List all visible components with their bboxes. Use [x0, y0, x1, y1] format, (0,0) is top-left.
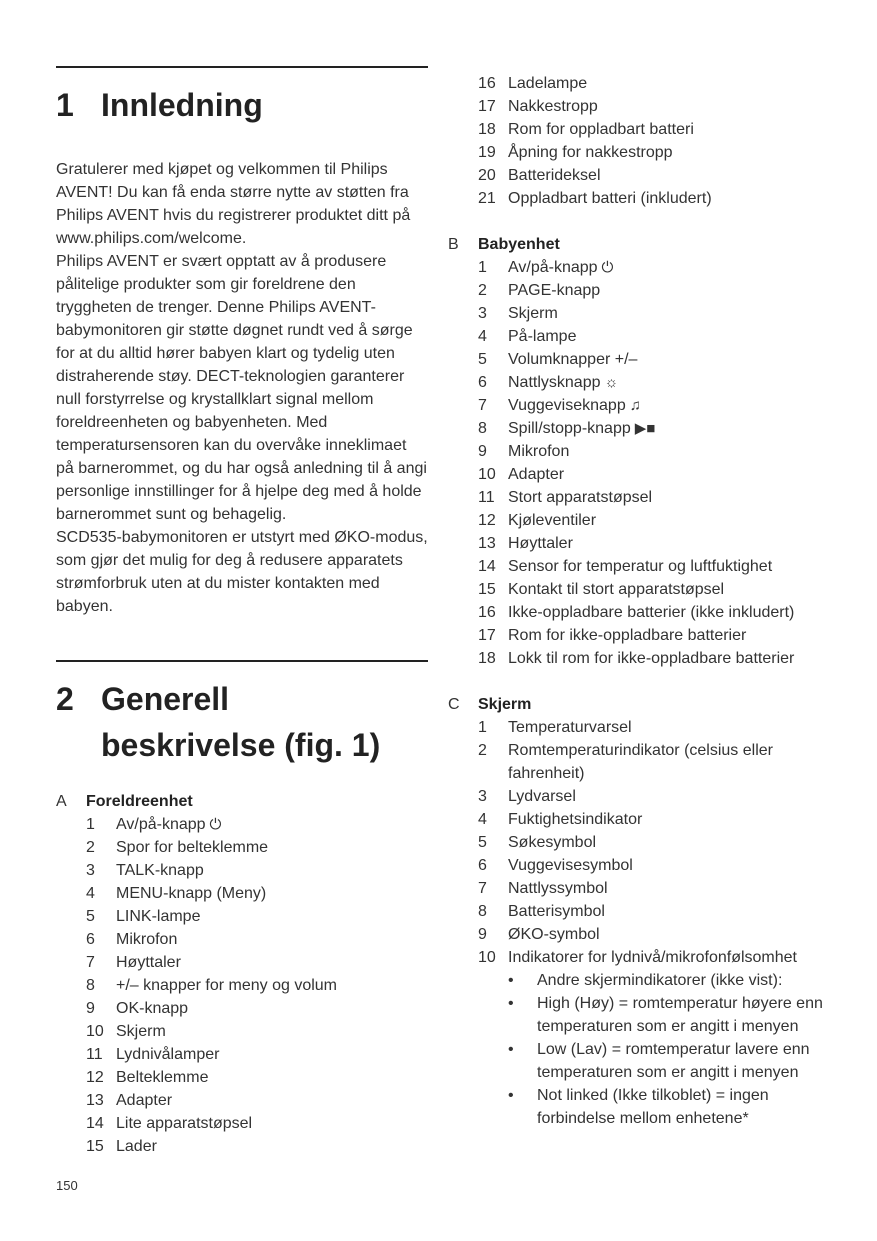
list-item	[448, 946, 848, 969]
list-item	[56, 882, 428, 905]
item-text	[508, 95, 848, 118]
item-label: Fuktighetsindikator	[508, 811, 643, 828]
item-label: +/– knapper for meny og volum	[116, 977, 338, 994]
item-text	[116, 1089, 428, 1112]
list-item	[56, 836, 428, 859]
item-text	[508, 877, 848, 900]
item-label: Vuggevisesymbol	[508, 857, 633, 874]
list-item	[448, 739, 848, 785]
list-item	[448, 256, 848, 279]
group-c-header	[448, 693, 848, 716]
item-text	[508, 785, 848, 808]
group-a-list-continued	[448, 72, 848, 210]
intro-paragraph-3: SCD535-babymonitoren er utstyrt med ØKO-modus, som gjør det mulig for deg å redusere apparatets strømforbruk uten at du mister kontakten med babyen.	[56, 529, 428, 615]
item-number: 15	[478, 581, 496, 598]
item-label: Kjøleventiler	[508, 512, 597, 529]
item-label: Lydnivålamper	[116, 1046, 220, 1063]
page-number: 150	[56, 1178, 78, 1193]
item-number: 3	[478, 305, 487, 322]
item-label: Romtemperaturindikator (celsius eller fahrenheit)	[508, 742, 773, 782]
item-label: Skjerm	[116, 1023, 166, 1040]
list-item	[448, 164, 848, 187]
list-item	[448, 923, 848, 946]
group-b	[448, 233, 848, 670]
item-label: Kontakt til stort apparatstøpsel	[508, 581, 725, 598]
bullet-text: Andre skjermindikatorer (ikke vist):	[537, 972, 783, 989]
list-item	[448, 877, 848, 900]
list-item	[448, 601, 848, 624]
group-a-title: Foreldreenhet	[86, 793, 193, 810]
item-number: 14	[86, 1115, 104, 1132]
list-item	[448, 302, 848, 325]
list-item	[56, 859, 428, 882]
group-c-list	[448, 716, 848, 969]
group-c	[448, 693, 848, 1130]
item-label: Batterisymbol	[508, 903, 605, 920]
group-c-bullets	[448, 969, 848, 1130]
intro-paragraph-2: Philips AVENT er svært opptatt av å produsere pålitelige produkter som gir foreldrene den tryggheten de trenger. Denne Philips AVENT-babymonitoren gir støtte døgnet rundt ved å sørge for at du alltid hører babyen klart og tydelig uten distraherende støy. DECT-teknologien garanterer null forstyrrelse og krystallklart signal mellom foreldreenheten og babyenheten. Med temperatursensoren kan du overvåke inneklimaet på barnerommet, og du har også anledning til å angi personlige innstillinger for å hjelpe deg med å holde barnerommet sunt og behagelig.	[56, 253, 427, 523]
item-text	[508, 141, 848, 164]
item-label: Temperaturvarsel	[508, 719, 632, 736]
item-number: 6	[86, 931, 95, 948]
item-text	[508, 716, 848, 739]
item-label: Adapter	[508, 466, 565, 483]
item-number: 2	[86, 839, 95, 856]
list-item	[448, 532, 848, 555]
group-b-header	[448, 233, 848, 256]
item-number: 9	[478, 926, 487, 943]
item-number: 11	[478, 489, 495, 506]
item-number: 17	[478, 627, 496, 644]
item-number: 8	[86, 977, 95, 994]
list-item	[56, 1112, 428, 1135]
list-item	[448, 624, 848, 647]
list-item	[448, 279, 848, 302]
item-number: 19	[478, 144, 496, 161]
power-icon: ⏻	[209, 816, 222, 833]
item-number: 6	[478, 857, 487, 874]
item-text	[508, 647, 848, 670]
item-label: Høyttaler	[116, 954, 181, 971]
item-number: 2	[478, 282, 487, 299]
group-a-list	[56, 813, 428, 1158]
item-text	[508, 532, 848, 555]
list-item	[448, 325, 848, 348]
item-text	[116, 859, 428, 882]
bullet-icon: •	[508, 1041, 514, 1058]
item-text	[508, 946, 848, 969]
section-2-number: 2	[56, 681, 74, 717]
list-item	[448, 394, 848, 417]
item-label: Lokk til rom for ikke-oppladbare batterier	[508, 650, 795, 667]
item-number: 13	[478, 535, 496, 552]
item-text	[508, 279, 848, 302]
list-item	[448, 716, 848, 739]
item-number: 20	[478, 167, 496, 184]
list-item	[448, 808, 848, 831]
list-item	[448, 555, 848, 578]
item-number: 5	[478, 351, 487, 368]
item-number: 10	[86, 1023, 104, 1040]
list-item	[56, 928, 428, 951]
list-item	[448, 141, 848, 164]
left-column	[56, 66, 428, 1158]
item-number: 7	[478, 397, 487, 414]
list-item	[448, 417, 848, 440]
item-text	[508, 923, 848, 946]
item-label: Nattlyssymbol	[508, 880, 608, 897]
list-item	[448, 72, 848, 95]
item-number: 15	[86, 1138, 104, 1155]
item-text	[508, 118, 848, 141]
list-item	[56, 1135, 428, 1158]
list-item	[448, 831, 848, 854]
item-text	[508, 164, 848, 187]
item-number: 12	[86, 1069, 104, 1086]
item-text	[508, 854, 848, 877]
item-label: Vuggeviseknapp	[508, 397, 626, 414]
item-text	[508, 348, 848, 371]
list-item	[448, 187, 848, 210]
item-number: 1	[478, 259, 487, 276]
item-number: 18	[478, 121, 496, 138]
item-text	[508, 325, 848, 348]
item-text	[116, 905, 428, 928]
group-a	[56, 790, 428, 1158]
item-text	[508, 394, 848, 417]
list-item	[56, 1043, 428, 1066]
item-label: Av/på-knapp	[508, 259, 598, 276]
list-item	[56, 997, 428, 1020]
item-text	[116, 1043, 428, 1066]
item-text	[508, 486, 848, 509]
list-item	[56, 1020, 428, 1043]
item-label: Adapter	[116, 1092, 173, 1109]
bullet-item	[448, 992, 848, 1038]
item-number: 14	[478, 558, 496, 575]
item-text	[508, 417, 848, 440]
item-label: Ikke-oppladbare batterier (ikke inkludert)	[508, 604, 795, 621]
item-number: 3	[86, 862, 95, 879]
item-text	[116, 974, 428, 997]
item-text	[116, 1066, 428, 1089]
item-text	[508, 463, 848, 486]
list-item	[448, 95, 848, 118]
item-text	[508, 578, 848, 601]
item-number: 5	[86, 908, 95, 925]
lullaby-icon: ♫	[629, 397, 641, 414]
item-label: Mikrofon	[508, 443, 570, 460]
group-a-letter: A	[56, 793, 67, 810]
item-label: Lite apparatstøpsel	[116, 1115, 253, 1132]
bullet-item	[448, 1038, 848, 1084]
list-item	[448, 509, 848, 532]
item-number: 7	[86, 954, 95, 971]
item-text	[116, 882, 428, 905]
item-text	[508, 900, 848, 923]
list-item	[448, 785, 848, 808]
list-item	[448, 854, 848, 877]
list-item	[56, 974, 428, 997]
bullet-icon: •	[508, 995, 514, 1012]
item-label: På-lampe	[508, 328, 577, 345]
bullet-icon: •	[508, 972, 514, 989]
item-number: 3	[478, 788, 487, 805]
item-label: Rom for oppladbart batteri	[508, 121, 694, 138]
item-text	[116, 997, 428, 1020]
group-b-list	[448, 256, 848, 670]
item-number: 7	[478, 880, 487, 897]
item-number: 16	[478, 604, 496, 621]
item-label: Åpning for nakkestropp	[508, 144, 673, 161]
item-number: 18	[478, 650, 496, 667]
item-label: Indikatorer for lydnivå/mikrofonfølsomhet	[508, 949, 797, 966]
item-text	[508, 555, 848, 578]
item-number: 16	[478, 75, 496, 92]
item-number: 1	[478, 719, 487, 736]
list-item	[448, 371, 848, 394]
item-text	[116, 1135, 428, 1158]
item-label: LINK-lampe	[116, 908, 201, 925]
item-text	[508, 808, 848, 831]
item-number: 6	[478, 374, 487, 391]
item-label: Ladelampe	[508, 75, 588, 92]
item-label: Volumknapper +/–	[508, 351, 638, 368]
section-rule-1	[56, 66, 428, 68]
item-number: 11	[86, 1046, 103, 1063]
item-label: Batterideksel	[508, 167, 601, 184]
item-number: 2	[478, 742, 487, 759]
item-label: Spill/stopp-knapp	[508, 420, 631, 437]
section-2-title-line-1: Generell	[101, 681, 230, 717]
list-item	[448, 118, 848, 141]
item-label: Av/på-knapp	[116, 816, 206, 833]
item-text	[116, 951, 428, 974]
item-number: 8	[478, 903, 487, 920]
list-item	[448, 486, 848, 509]
item-text	[116, 813, 428, 836]
section-2-title-line-2: beskrivelse (fig. 1)	[101, 727, 381, 763]
bullet-text: Low (Lav) = romtemperatur lavere enn temperaturen som er angitt i menyen	[537, 1041, 810, 1081]
list-item	[56, 813, 428, 836]
list-item	[448, 647, 848, 670]
item-label: Mikrofon	[116, 931, 178, 948]
item-text	[508, 831, 848, 854]
item-text	[508, 72, 848, 95]
item-label: Lader	[116, 1138, 157, 1155]
item-label: Høyttaler	[508, 535, 573, 552]
group-b-title: Babyenhet	[478, 236, 560, 253]
item-number: 5	[478, 834, 487, 851]
item-label: Spor for belteklemme	[116, 839, 269, 856]
bullet-text: High (Høy) = romtemperatur høyere enn temperaturen som er angitt i menyen	[537, 995, 823, 1035]
item-number: 8	[478, 420, 487, 437]
list-item	[56, 905, 428, 928]
item-label: Sensor for temperatur og luftfuktighet	[508, 558, 773, 575]
play-stop-icon: ▶■	[634, 420, 656, 437]
group-c-letter: C	[448, 696, 460, 713]
item-text	[508, 509, 848, 532]
section-1-number: 1	[56, 87, 74, 123]
item-text	[508, 371, 848, 394]
item-label: PAGE-knapp	[508, 282, 601, 299]
item-number: 4	[86, 885, 95, 902]
item-number: 21	[478, 190, 496, 207]
item-label: Skjerm	[508, 305, 558, 322]
list-item	[448, 440, 848, 463]
list-item	[56, 1066, 428, 1089]
item-text	[116, 836, 428, 859]
item-text	[116, 1020, 428, 1043]
item-number: 1	[86, 816, 95, 833]
list-item	[56, 951, 428, 974]
power-icon: ⏻	[601, 259, 614, 276]
item-label: Søkesymbol	[508, 834, 597, 851]
item-number: 13	[86, 1092, 104, 1109]
list-item	[56, 1089, 428, 1112]
item-label: Stort apparatstøpsel	[508, 489, 653, 506]
item-label: OK-knapp	[116, 1000, 189, 1017]
section-rule-2	[56, 660, 428, 662]
item-text	[508, 601, 848, 624]
bullet-text: Not linked (Ikke tilkoblet) = ingen forbindelse mellom enhetene*	[537, 1087, 769, 1127]
item-label: Oppladbart batteri (inkludert)	[508, 190, 712, 207]
bullet-item	[448, 1084, 848, 1130]
item-label: TALK-knapp	[116, 862, 204, 879]
section-1-title: Innledning	[101, 87, 263, 123]
intro-text	[56, 158, 428, 618]
list-item	[448, 463, 848, 486]
section-2-title	[101, 676, 428, 768]
night-light-icon: ☼	[604, 374, 619, 391]
item-number: 17	[478, 98, 496, 115]
item-label: Lydvarsel	[508, 788, 576, 805]
item-number: 10	[478, 466, 496, 483]
item-text	[508, 440, 848, 463]
item-text	[508, 739, 848, 785]
item-text	[116, 1112, 428, 1135]
item-text	[508, 187, 848, 210]
item-text	[116, 928, 428, 951]
list-item	[448, 578, 848, 601]
item-label: Rom for ikke-oppladbare batterier	[508, 627, 747, 644]
item-number: 4	[478, 811, 487, 828]
list-item	[448, 348, 848, 371]
group-a-continued	[448, 72, 848, 210]
bullet-icon: •	[508, 1087, 514, 1104]
group-b-letter: B	[448, 236, 459, 253]
item-label: Belteklemme	[116, 1069, 209, 1086]
section-1-heading	[56, 82, 428, 128]
item-text	[508, 624, 848, 647]
group-c-title: Skjerm	[478, 696, 532, 713]
right-column	[448, 72, 848, 1130]
section-2-heading	[56, 676, 428, 768]
item-label: ØKO-symbol	[508, 926, 600, 943]
item-text	[508, 256, 848, 279]
section-2	[56, 660, 428, 768]
item-label: Nattlysknapp	[508, 374, 601, 391]
item-number: 10	[478, 949, 496, 966]
item-label: Nakkestropp	[508, 98, 598, 115]
item-text	[508, 302, 848, 325]
item-number: 9	[86, 1000, 95, 1017]
item-number: 4	[478, 328, 487, 345]
item-number: 9	[478, 443, 487, 460]
group-a-header	[56, 790, 428, 813]
list-item	[448, 900, 848, 923]
item-label: MENU-knapp (Meny)	[116, 885, 267, 902]
bullet-item	[448, 969, 848, 992]
item-number: 12	[478, 512, 496, 529]
intro-paragraph-1: Gratulerer med kjøpet og velkommen til Philips AVENT! Du kan få enda større nytte av støtten fra Philips AVENT hvis du registrerer produktet ditt på www.philips.com/welcome.	[56, 161, 411, 247]
